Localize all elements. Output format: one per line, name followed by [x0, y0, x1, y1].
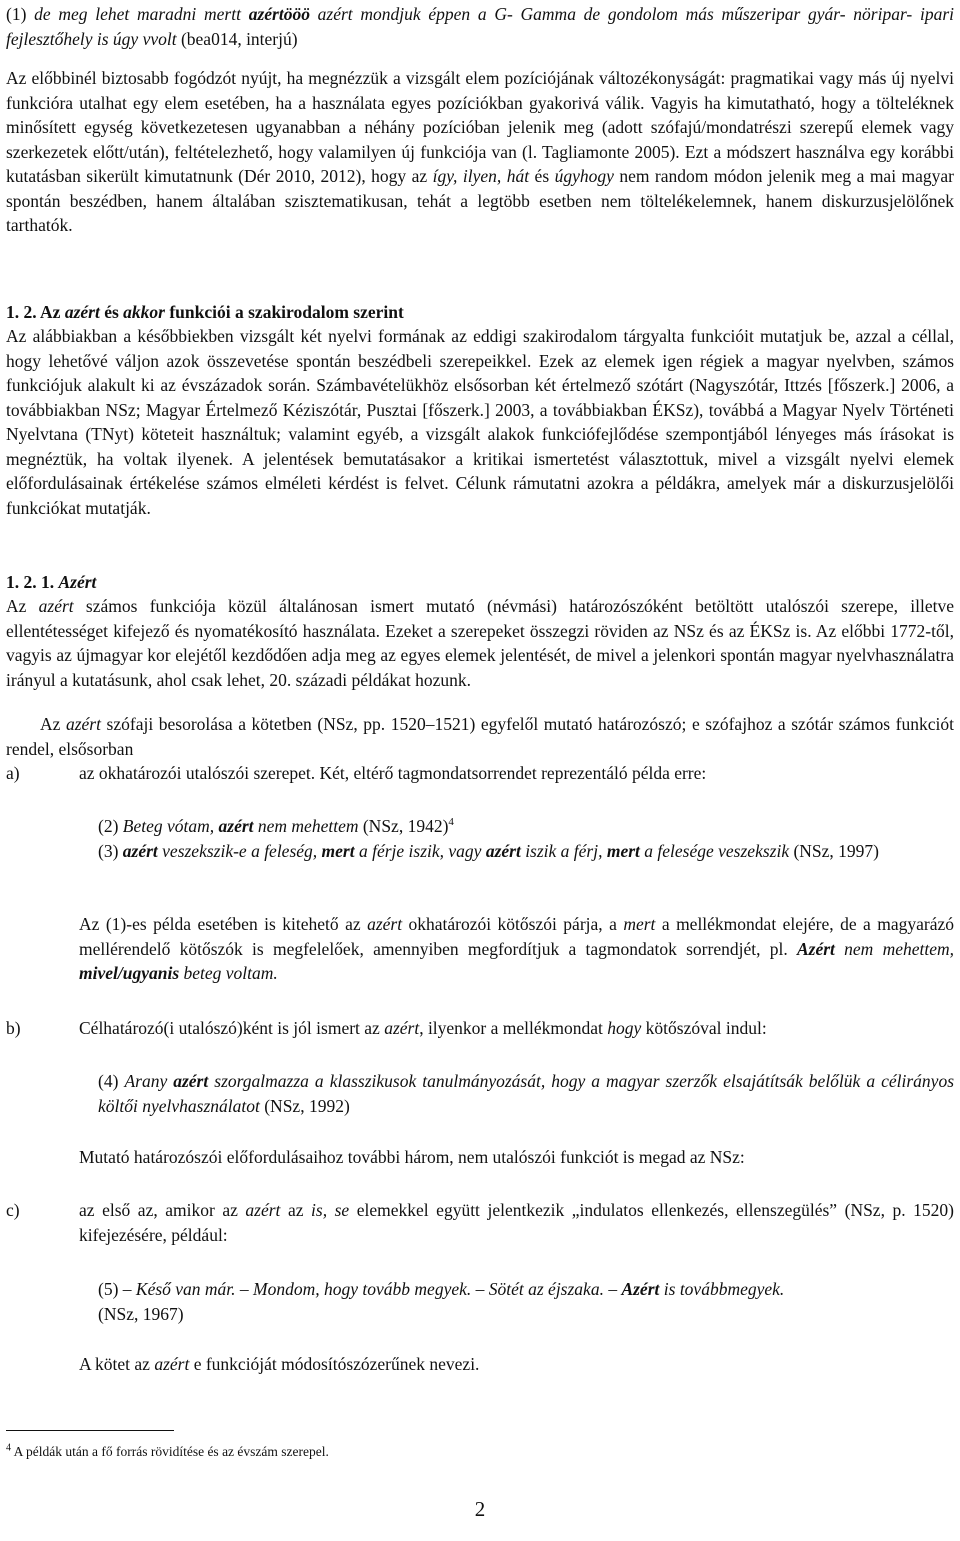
heading-text: és	[99, 302, 124, 322]
page-number: 2	[474, 1497, 486, 1521]
example-number: (2)	[98, 816, 123, 836]
italic-term: beteg voltam.	[179, 963, 278, 983]
paragraph-example-explanation	[79, 912, 954, 986]
italic-term: azért	[367, 914, 403, 934]
list-text-part: az első az, amikor az	[79, 1200, 246, 1220]
italic-term: azért	[245, 1200, 281, 1220]
paragraph-text: Az előbbinél biztosabb fogódzót nyújt, ha megnézzük a vizsgált elem pozíciójának változékonyságát: pragmatikai vagy más új nyelvi funkcióra utalhat egy elem esetében, ha a használata egyes pozíciókban gyakorivá válik. Vagyis ha kimutatható, hogy a tölteléknek minősített egység következetesen ugyanabban a néhány pozícióban jelenik meg (adott szófajú/mondatrészi szerepű elemek vagy szerkezetek előtt/után), feltételezhető, hogy valamilyen új funkciója van (l. Tagliamonte 2005). Ezt a módszert használva egy korábbi kutatásban sikerült kimutatnunk (Dér 2010, 2012), hogy az	[6, 68, 954, 186]
example-text: is továbbmegyek.	[659, 1279, 785, 1299]
italic-term: azért	[65, 714, 101, 734]
example-text: szorgalmazza a klasszikusok tanulmányozását, hogy a magyar szerzők elsajátítsák belőlük a célirányos költői nyelvhasználatot	[98, 1071, 954, 1116]
example-source: (NSz, 1942)	[358, 816, 449, 836]
example-number: (4)	[98, 1071, 125, 1091]
example-number: (5)	[98, 1279, 123, 1299]
footnote-number: 4	[6, 1442, 11, 1454]
heading-text: 1. 2. 1.	[6, 572, 59, 592]
list-item-b	[6, 1016, 954, 1041]
list-item-a	[6, 761, 954, 786]
list-text-part: kötőszóval indul:	[641, 1018, 767, 1038]
paragraph-text: és	[529, 166, 555, 186]
example-text: de meg lehet maradni mertt	[34, 4, 249, 24]
paragraph-text: szófaji besorolása a kötetben (NSz, pp. 1520–1521) egyfelől mutató határozószó; e szófajhoz a szótár számos funkciót rendel, elsősorban	[6, 714, 954, 759]
paragraph-azert-functions	[6, 594, 954, 692]
paragraph-word-class	[6, 712, 954, 761]
list-text-part: az	[280, 1200, 312, 1220]
example-text: Arany	[124, 1071, 174, 1091]
example-source: (NSz, 1997)	[789, 841, 880, 861]
example-3	[98, 839, 954, 864]
list-text-part: Célhatározó(i utalószó)ként is jól ismert az	[79, 1018, 385, 1038]
example-text: iszik a férj,	[520, 841, 607, 861]
example-5	[98, 1277, 954, 1326]
heading-term: akkor	[123, 302, 165, 322]
footnote	[6, 1443, 329, 1461]
italic-term: így, ilyen, hát	[432, 166, 530, 186]
heading-text: 1. 2. Az	[6, 302, 65, 322]
example-text: a felesége veszekszik	[639, 841, 790, 861]
paragraph-nonreferential: Mutató határozószói előfordulásaihoz további három, nem utalószói funkciót is megad az NSz:	[79, 1147, 745, 1167]
paragraph-text: Az (1)-es példa esetében is kitehető az	[79, 914, 368, 934]
example-keyword: azért	[218, 816, 254, 836]
italic-term: is, se	[311, 1200, 350, 1220]
paragraph-text: a mellékmondat elejére, de a magyarázó mellérendelő kötőszók is megfelelőek, amennyiben megfordítjuk a tagmondatok sorrendjét, pl.	[79, 914, 955, 959]
example-keyword: azért	[173, 1071, 209, 1091]
example-number: (1)	[6, 4, 35, 24]
footnote-marker: 4	[448, 816, 454, 829]
list-text	[79, 1198, 954, 1247]
italic-term: mert	[623, 914, 656, 934]
footnote-text: A példák után a fő forrás rövidítése és az évszám szerepel.	[11, 1444, 329, 1459]
example-text: veszekszik-e a feleség,	[157, 841, 322, 861]
list-text-part: , ilyenkor a mellékmondat	[419, 1018, 608, 1038]
example-1	[6, 2, 954, 51]
example-text: nem mehettem	[253, 816, 359, 836]
italic-term: nem mehettem,	[834, 938, 954, 959]
italic-term: úgyhogy	[554, 166, 614, 186]
subsection-heading	[6, 570, 954, 595]
example-keyword: azért	[122, 841, 158, 861]
paragraph-text: A kötet az	[79, 1354, 155, 1374]
example-source: (bea014, interjú)	[176, 28, 298, 49]
list-item-c	[6, 1198, 954, 1247]
paragraph-text: számos funkciója közül általánosan ismert mutató (névmási) határozószóként betöltött utalószói szerepe, illetve ellentétességet kifejező és nyomatékosító használata. Ezeket a szerepeket összegzi röviden az NSz és az ÉKSz is. Az előbbi 1772-től, vagyis az újmagyar kor elejétől kezdődően adja meg az egyes elemek jelentését, de mivel a jelenkori spontán magyar nyelvhasználatra irányul a kutatásunk, ahol csak lehet, 20. századi példákat hozunk.	[6, 596, 955, 690]
example-source: (NSz, 1992)	[259, 1095, 350, 1116]
example-text: azért mondjuk éppen a G- Gamma de gondolom más műszeripar gyár- nöripar- ipari fejlesztőhely is úgy vvolt	[6, 4, 955, 49]
paragraph-literature: Az alábbiakban a későbbiekben vizsgált két nyelvi formának az eddigi szakirodalom tárgyalta funkcióit mutatjuk be, azzal a céllal, hogy lehetővé váljon azok összevetése spontán beszédbeli szerepeikkel. Ezek az elemek igen régiek a magyar nyelvben, számos funkciójuk alakult ki az évszázadok során. Számbavételükhöz elsősorban két értelmező szótárt (Nagyszótár, Ittzés [főszerk.] 2006, a továbbiakban NSz; Magyar Értelmező Kéziszótár, Pusztai [főszerk.] 2003, a továbbiakban ÉKSz), továbbá a Magyar Nyelv Történeti Nyelvtana (TNyt) köteteit használtuk; valamint egyéb, a vizsgált alakok funkciófejlődése szempontjából lényeges más írásokat is megnéztük, ha voltak ilyenek. A jelentések bemutatásakor a kritikai ismertetést választottuk, mivel a vizsgált nyelvi elemek előfordulásainak értékelése számos elméleti kérdést is felvet. Célunk rámutatni azokra a példákra, amelyek már a diskurzusjelölői funkciókat mutatják.	[6, 326, 954, 518]
heading-text: funkciói a szakirodalom szerint	[164, 302, 404, 322]
list-text: az okhatározói utalószói szerepet. Két, eltérő tagmondatsorrendet reprezentáló példa erre:	[79, 763, 707, 783]
example-keyword: azért	[485, 841, 521, 861]
paragraph-text: nem random módon jelenik meg a mai magyar spontán beszédben, hanem általában szisztematikusan, tehát a legtöbb esetben nem töltelékelemnek, hanem diskurzusjelölőnek tarthatók.	[6, 166, 954, 235]
paragraph-text: Az	[40, 714, 66, 734]
example-2	[98, 814, 954, 839]
example-text: Beteg vótam,	[122, 816, 219, 836]
heading-term: azért	[64, 302, 100, 322]
section-heading	[6, 300, 954, 325]
footnote-divider	[6, 1430, 174, 1431]
list-label: a)	[6, 763, 20, 783]
paragraph-text: e funkcióját módosítószózerűnek nevezi.	[189, 1354, 480, 1374]
example-keyword: azértööö	[248, 4, 310, 24]
example-keyword: mert	[321, 841, 355, 861]
italic-term: azért	[154, 1354, 190, 1374]
italic-bold-term: Azért	[796, 938, 835, 959]
example-number: (3)	[98, 841, 123, 861]
example-text: – Késő van már. – Mondom, hogy tovább megyek. – Sötét az éjszaka. –	[122, 1279, 622, 1299]
example-text: a férje iszik, vagy	[354, 841, 486, 861]
paragraph-position-method	[6, 66, 954, 238]
example-4	[98, 1069, 954, 1118]
example-keyword: Azért	[621, 1279, 660, 1299]
italic-bold-term: mivel/ugyanis	[79, 963, 180, 983]
italic-term: hogy	[607, 1018, 642, 1038]
list-label: b)	[6, 1018, 21, 1038]
list-text-part: elemekkel együtt jelentkezik „indulatos ellenkezés, ellenszegülés” (NSz, p. 1520) kifejezésére, például:	[79, 1200, 954, 1245]
italic-term: azért	[384, 1018, 420, 1038]
list-label: c)	[6, 1200, 20, 1220]
paragraph-modifier	[79, 1352, 954, 1377]
heading-term: Azért	[58, 572, 97, 592]
example-keyword: mert	[606, 841, 640, 861]
example-source: (NSz, 1967)	[98, 1303, 184, 1324]
paragraph-text: okhatározói kötőszói párja, a	[402, 914, 624, 934]
paragraph-text: Az	[6, 596, 39, 616]
italic-term: azért	[38, 596, 74, 616]
list-text	[79, 1016, 954, 1041]
